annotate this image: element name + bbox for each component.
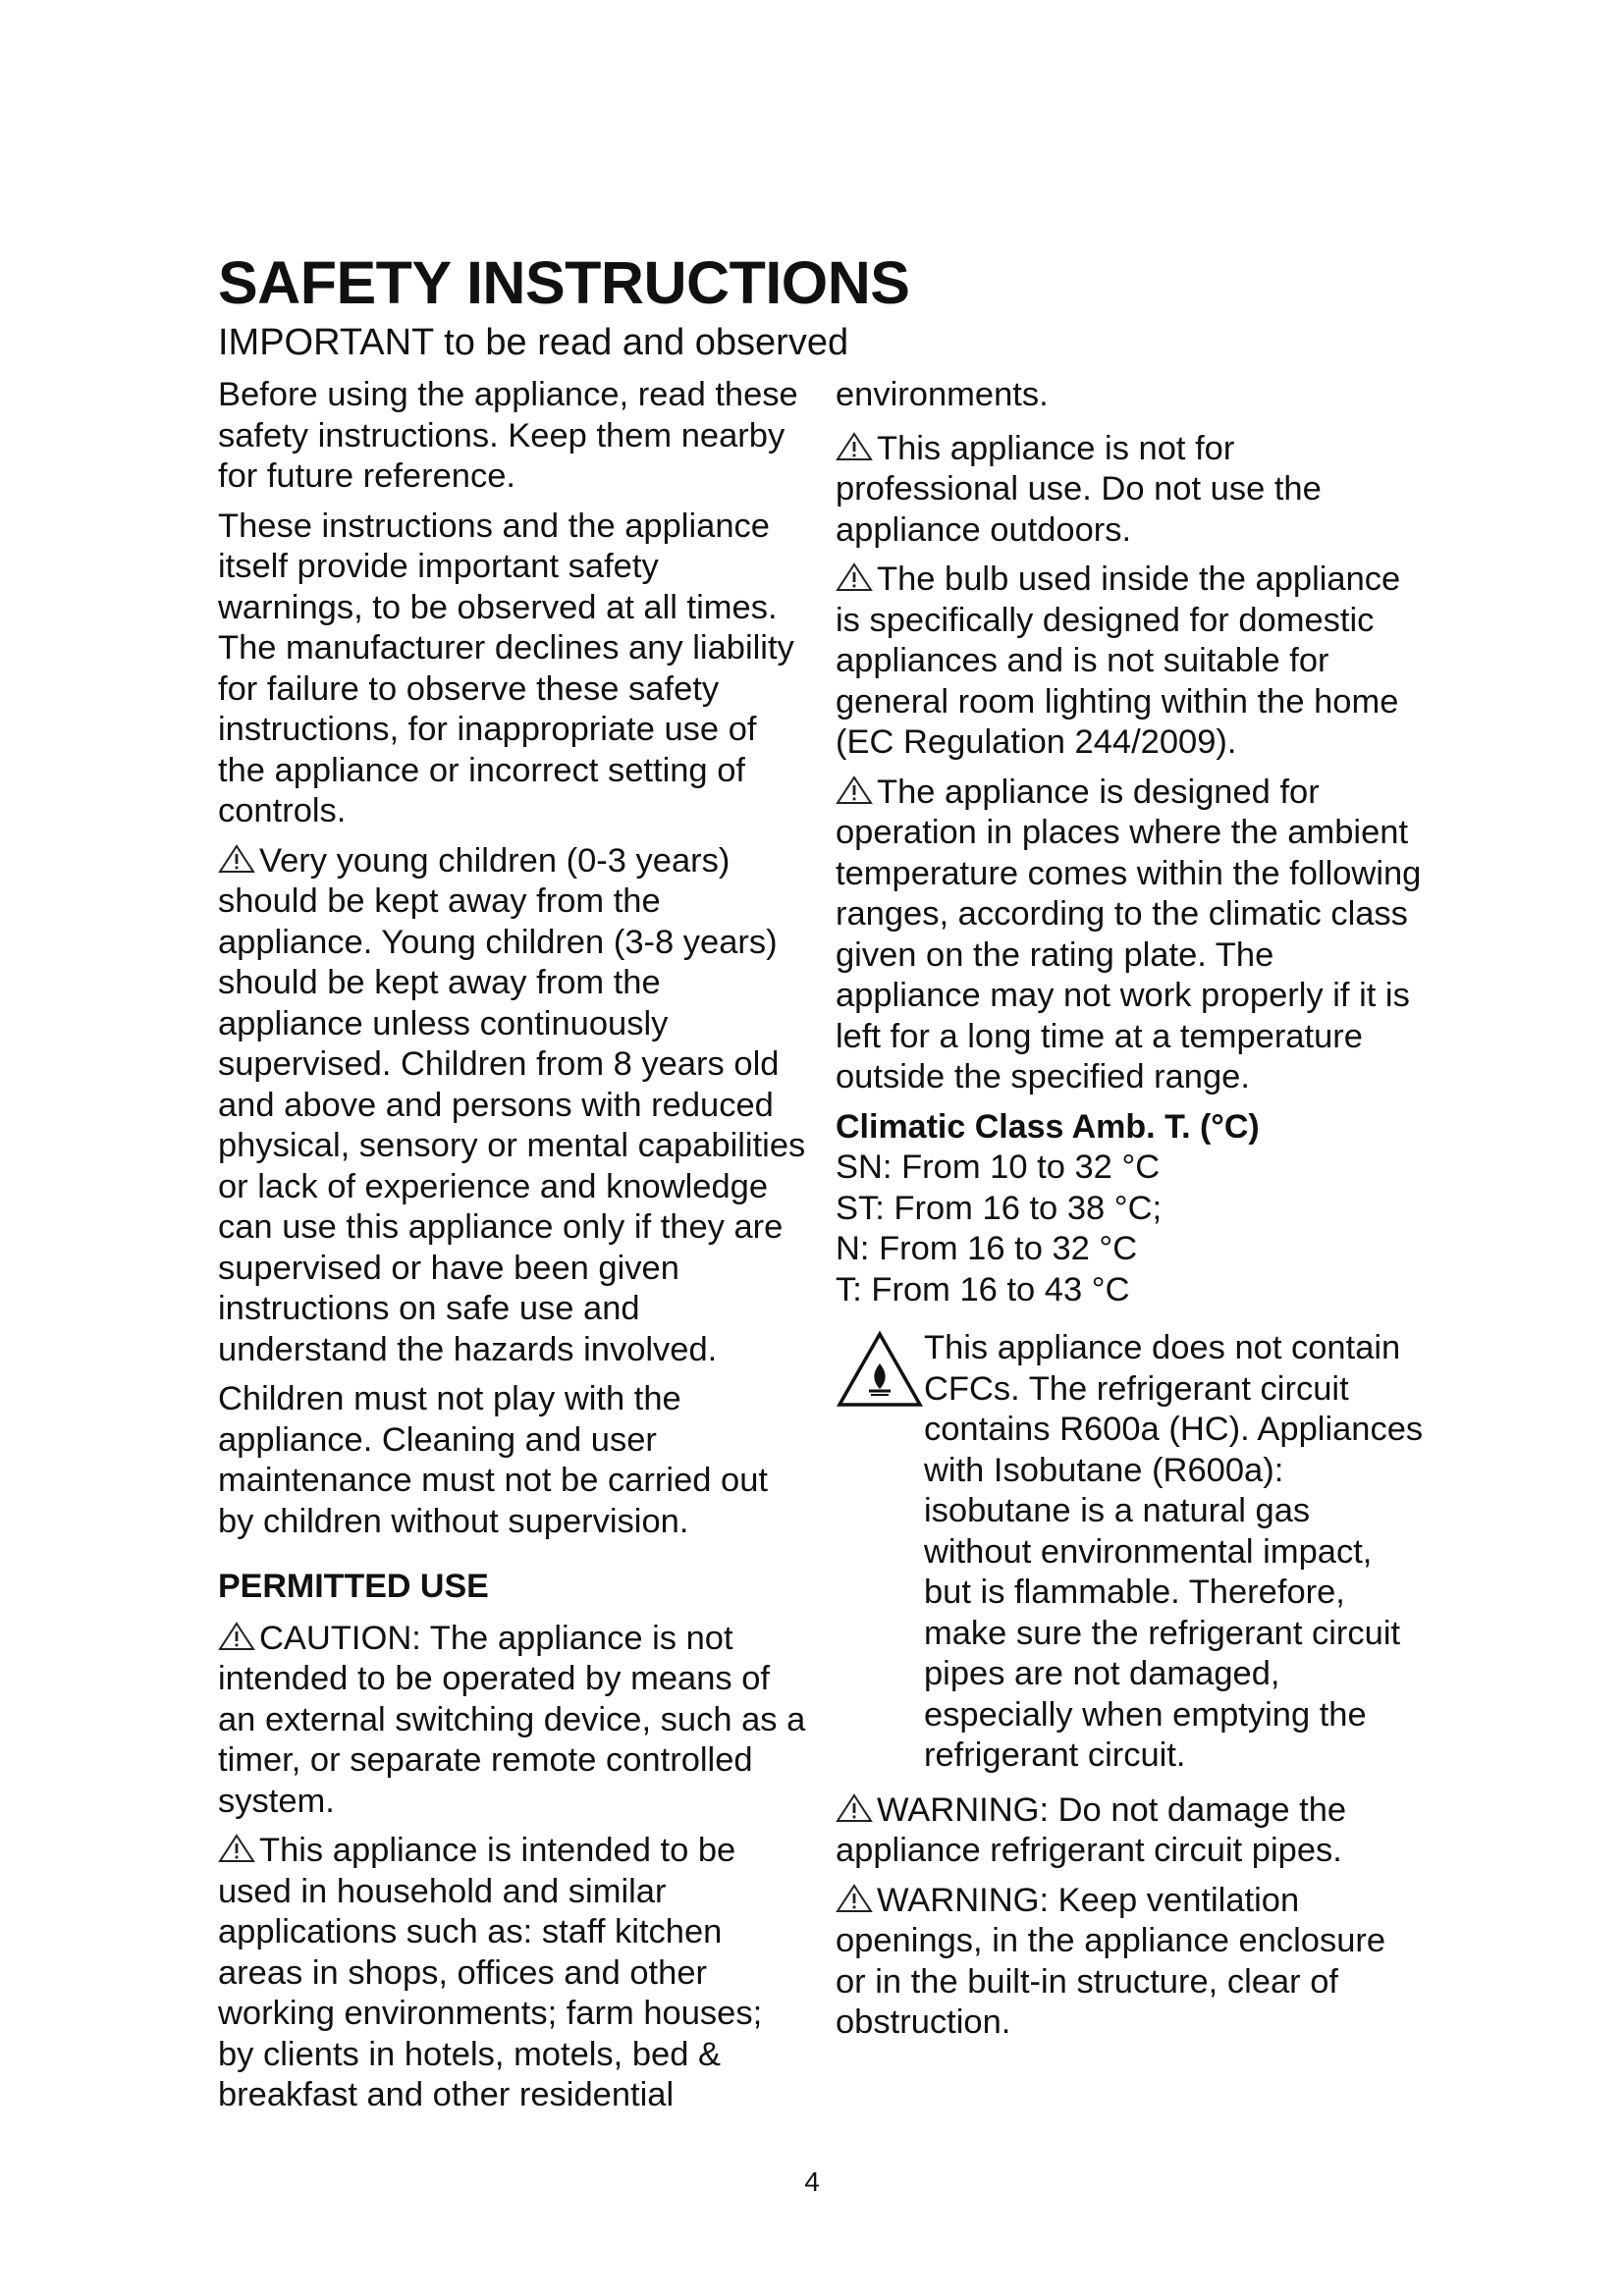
children-warning-text: Very young children (0-3 years) should be kept away from the appliance. Young children (3-8 years) should be kept away from the appliance unless continuously supervised. Children from 8 years old and above and persons with reduced physical, sensory or mental capabilities or lack of experience and knowledge can use this appliance only if they are supervised or have been given instructions on safe use and understand the hazards involved.: [218, 841, 806, 1368]
ambient-text: The appliance is designed for operation in places where the ambient temperature comes within the following ranges, according to the climatic class given on the rating plate. The appliance may not work properly if it is left for a long time at a temperature outside the specified range.: [836, 773, 1422, 1095]
warning-triangle-icon: [836, 1884, 873, 1913]
bulb-text: The bulb used inside the appliance is specifically designed for domestic appliances and is not suitable for general room lighting within the home (EC Regulation 244/2009).: [836, 561, 1401, 761]
household-use-warning: [218, 1831, 807, 2116]
flammable-warning-icon: [836, 1330, 924, 1409]
warning-triangle-icon: [836, 775, 873, 805]
pipes-warning-text: WARNING: Do not damage the appliance refrigerant circuit pipes.: [836, 1790, 1347, 1869]
climatic-row-t: T: From 16 to 43 °C: [836, 1270, 1130, 1308]
left-column: [218, 375, 807, 2125]
continued-text: environments.: [836, 376, 1049, 413]
caution-warning: [218, 1619, 807, 1823]
pipes-warning: [836, 1790, 1425, 1872]
page-number: 4: [804, 2166, 820, 2197]
household-use-text: This appliance is intended to be used in household and similar applications such as: staff kitchen areas in shops, offices and other working environments; farm houses; by clients in hotels, motels, bed & breakfast and other residential: [218, 1832, 763, 2113]
intro-paragraph-1: Before using the appliance, read these safety instructions. Keep them nearby for future reference.: [218, 376, 798, 495]
climatic-row-st: ST: From 16 to 38 °C;: [836, 1189, 1163, 1227]
warning-triangle-icon: [218, 844, 255, 874]
warning-triangle-icon: [218, 1622, 255, 1651]
ventilation-warning-text: WARNING: Keep ventilation openings, in the appliance enclosure or in the built-in structure, clear of obstruction.: [836, 1881, 1386, 2041]
climatic-class-table: [836, 1148, 1425, 1310]
not-professional-warning: [836, 429, 1425, 552]
ambient-warning: [836, 773, 1425, 1098]
not-professional-text: This appliance is not for professional use. Do not use the appliance outdoors.: [836, 429, 1322, 549]
bulb-warning: [836, 560, 1425, 764]
right-column: [836, 375, 1425, 2053]
permitted-use-heading: PERMITTED USE: [218, 1568, 489, 1605]
warning-triangle-icon: [836, 1793, 873, 1823]
page-title: SAFETY INSTRUCTIONS: [218, 249, 910, 316]
page-subtitle: IMPORTANT to be read and observed: [218, 322, 849, 363]
ventilation-warning: [836, 1881, 1425, 2044]
warning-triangle-icon: [218, 1834, 255, 1863]
intro-paragraph-2: These instructions and the appliance itself provide important safety warnings, to be observed at all times. The manufacturer declines any liability for failure to observe these safety instructions, for inappropriate use of the appliance or incorrect setting of controls.: [218, 507, 794, 829]
warning-triangle-icon: [836, 432, 873, 461]
children-play-paragraph: Children must not play with the appliance. Cleaning and user maintenance must not be carried out by children without supervision.: [218, 1380, 768, 1540]
climatic-row-sn: SN: From 10 to 32 °C: [836, 1148, 1161, 1186]
cfc-text: This appliance does not contain CFCs. The refrigerant circuit contains R600a (HC). Appliances with Isobutane (R600a): isobutane is a natural gas without environmental impact, but is flammable. Therefore, make sure the refrigerant circuit pipes are not damaged, especially when emptying the refrigerant circuit.: [924, 1329, 1424, 1774]
climatic-class-heading: Climatic Class Amb. T. (°C): [836, 1107, 1260, 1146]
cfc-notice: [836, 1328, 1425, 1777]
children-warning: [218, 841, 807, 1371]
climatic-row-n: N: From 16 to 32 °C: [836, 1230, 1138, 1267]
caution-text: CAUTION: The appliance is not intended to be operated by means of an external switching device, such as a timer, or separate remote controlled system.: [218, 1619, 806, 1820]
warning-triangle-icon: [836, 562, 873, 592]
